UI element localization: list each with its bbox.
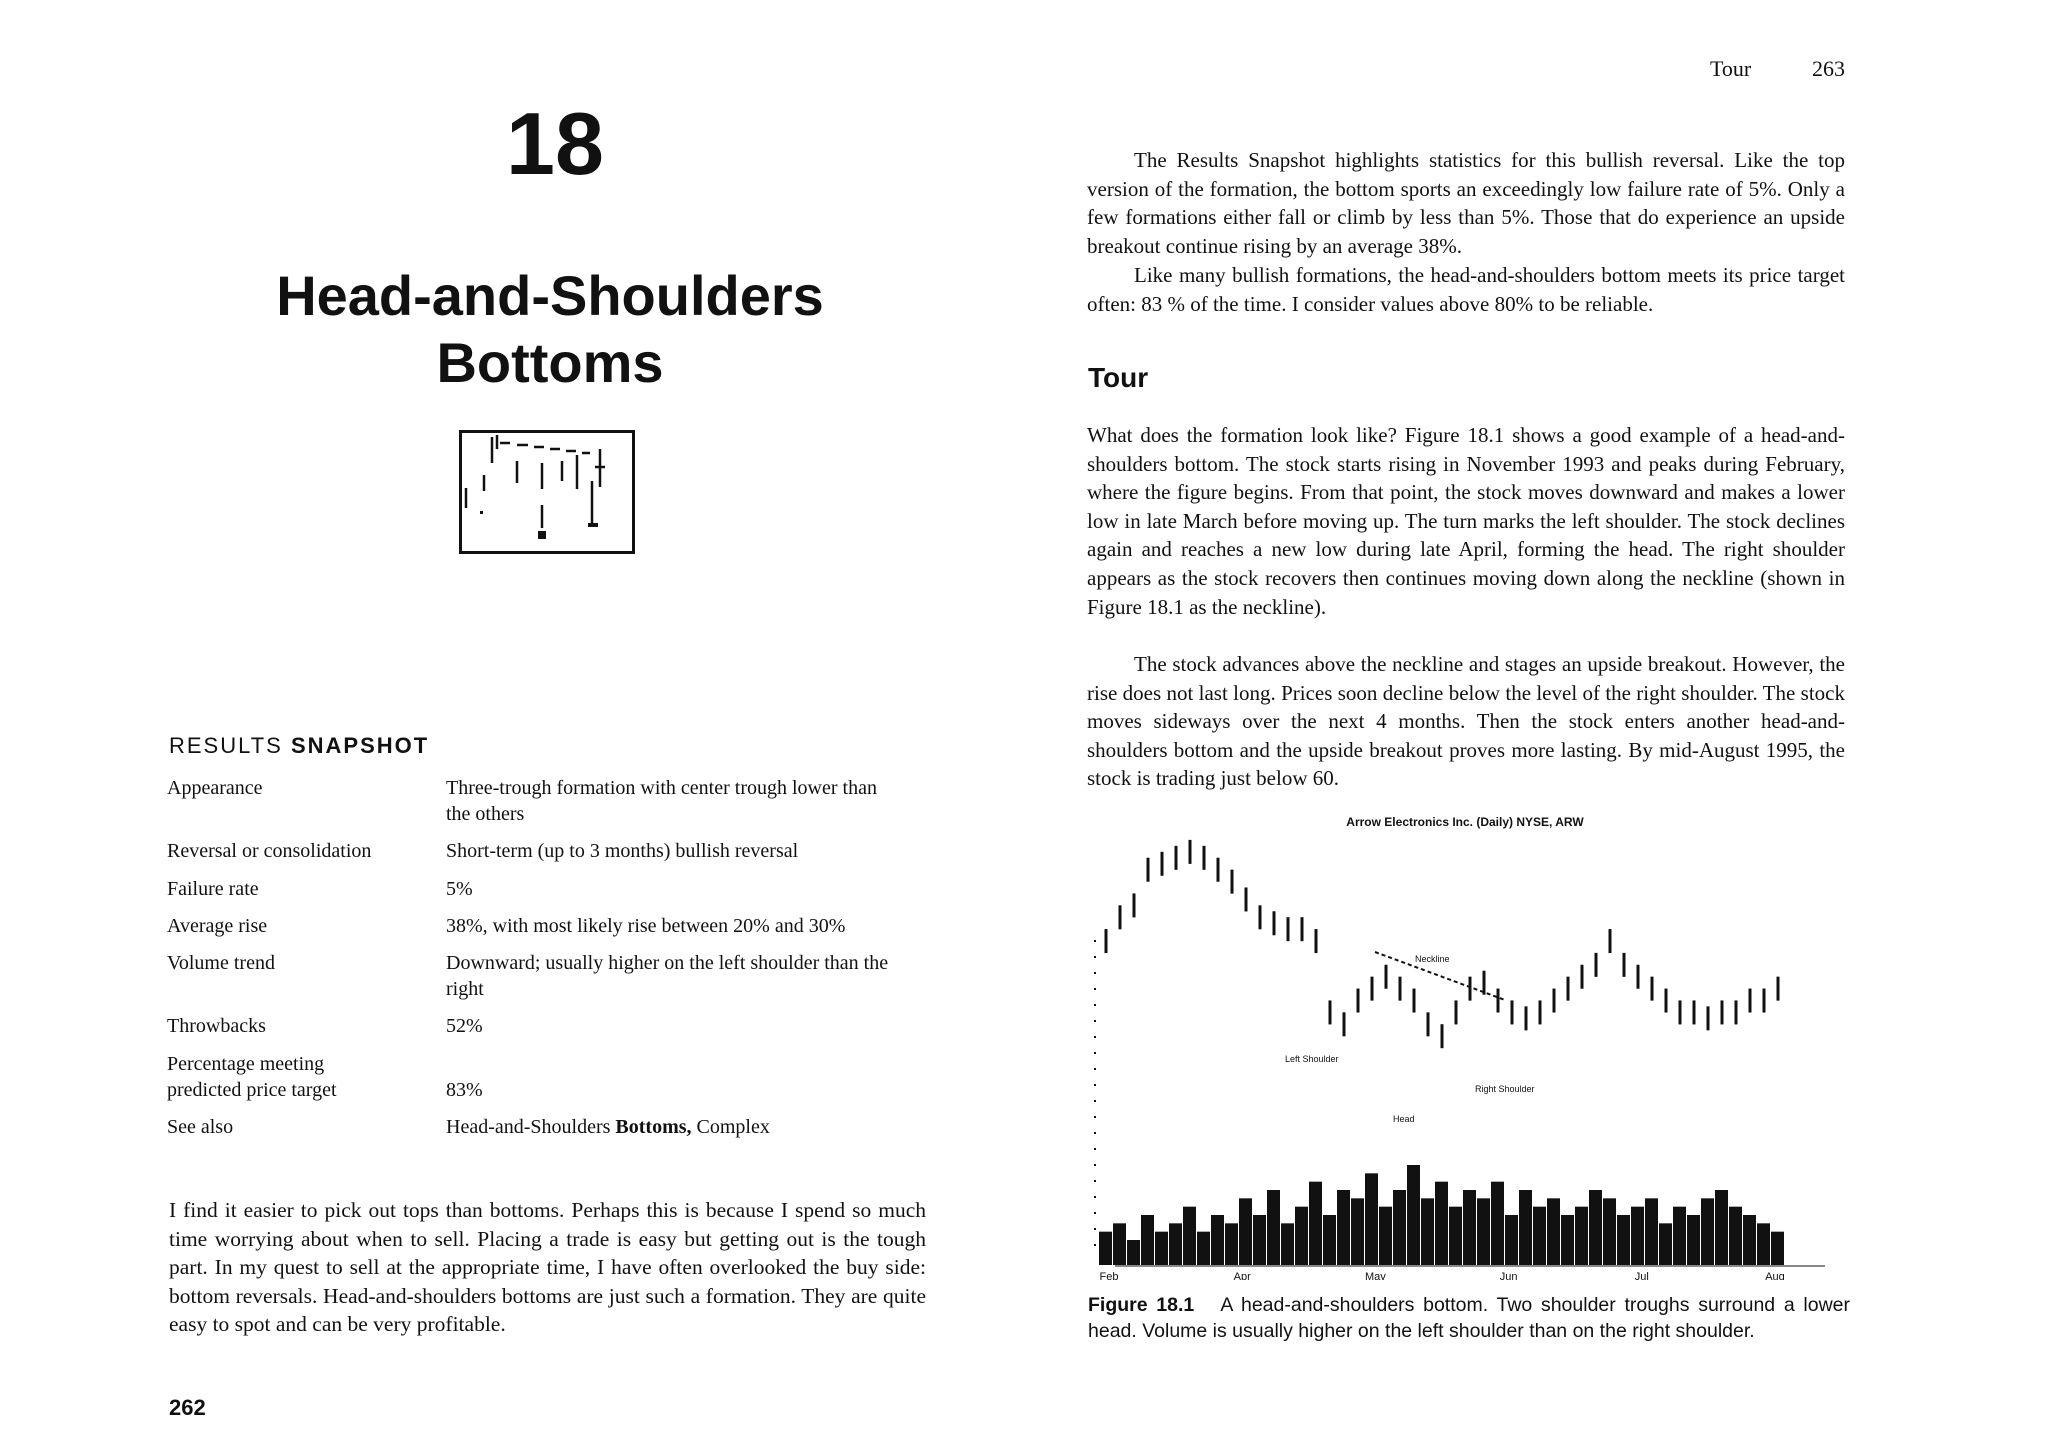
volume-bar: [1099, 1232, 1112, 1265]
intro-paragraph: I find it easier to pick out tops than bottoms. Perhaps this is because I spend so much time worrying about when to sell. Placing a trade is easy but getting out is the tough part. In my quest to sell at the appropriate time, I have often overlooked the buy side: bottom reversals. Head-and-shoulders bottoms are just such a formation. They are quite easy to spot and can be very profitable.: [169, 1198, 926, 1337]
volume-bar: [1197, 1232, 1210, 1265]
x-tick-label: Aug: [1765, 1271, 1785, 1280]
x-tick-labels: [1100, 1271, 1785, 1280]
x-tick-label: May: [1365, 1271, 1386, 1280]
snapshot-value: [446, 1114, 906, 1140]
volume-bar: [1323, 1215, 1336, 1265]
snapshot-label: Reversal or consolidation: [167, 840, 372, 862]
volume-bar: [1477, 1198, 1490, 1265]
volume-bar: [1239, 1198, 1252, 1265]
see-also-tail: Complex: [691, 1116, 770, 1138]
x-tick-label: Feb: [1099, 1271, 1119, 1280]
snapshot-value: 38%, with most likely rise between 20% and 30%: [446, 915, 846, 937]
snapshot-value: Downward; usually higher on the left shoulder than the right: [446, 952, 889, 1000]
volume-bar: [1435, 1182, 1448, 1265]
x-tick-label: Apr: [1233, 1271, 1251, 1280]
volume-bar: [1281, 1223, 1294, 1265]
volume-bar: [1211, 1215, 1224, 1265]
volume-bar: [1267, 1190, 1280, 1265]
volume-bar: [1589, 1190, 1602, 1265]
chart-svg: [1085, 810, 1850, 1280]
volume-bar: [1659, 1223, 1672, 1265]
volume-bar: [1673, 1207, 1686, 1265]
chapter-title: Head-and-Shoulders: [276, 264, 824, 327]
volume-bar: [1533, 1207, 1546, 1265]
volume-bar: [1155, 1232, 1168, 1265]
head-label: Head: [1393, 1114, 1415, 1124]
volume-bar: [1743, 1215, 1756, 1265]
snapshot-label: Percentage meeting predicted price target: [167, 1053, 337, 1101]
page-number-left: 262: [169, 1395, 206, 1420]
snapshot-label: Average rise: [167, 915, 268, 937]
volume-bar: [1449, 1207, 1462, 1265]
snapshot-value: Three-trough formation with center trough lower than the others: [446, 777, 877, 825]
right-shoulder-label: Right Shoulder: [1475, 1084, 1535, 1094]
volume-bars: [1099, 1165, 1784, 1265]
body-paragraph: Like many bullish formations, the head-and-shoulders bottom meets its price target often: 83 % of the time. I consider values above 80% to be reliable.: [1087, 263, 1845, 316]
volume-bar: [1127, 1240, 1140, 1265]
chapter-number: 18: [506, 94, 604, 193]
volume-bar: [1113, 1223, 1126, 1265]
pattern-thumbnail: [459, 430, 635, 554]
chart-title: Arrow Electronics Inc. (Daily) NYSE, ARW: [1346, 815, 1584, 829]
see-also-text: Head-and-Shoulders: [446, 1116, 616, 1138]
volume-bar: [1141, 1215, 1154, 1265]
figure-label: Figure 18.1: [1088, 1294, 1195, 1316]
body-paragraph: The Results Snapshot highlights statistics for this bullish reversal. Like the top version of the formation, the bottom sports an exceedingly low failure rate of 5%. Only a few formations either fall or climb by less than 5%. Those that do experience an upside breakout continue rising by an average 38%.: [1087, 148, 1845, 258]
x-tick-label: Jun: [1499, 1271, 1518, 1280]
volume-bar: [1225, 1223, 1238, 1265]
left-shoulder-label: Left Shoulder: [1285, 1054, 1339, 1064]
volume-bar: [1631, 1207, 1644, 1265]
volume-bar: [1463, 1190, 1476, 1265]
volume-bar: [1771, 1232, 1784, 1265]
volume-bar: [1309, 1182, 1322, 1265]
volume-bar: [1687, 1215, 1700, 1265]
volume-bar: [1715, 1190, 1728, 1265]
volume-bar: [1337, 1190, 1350, 1265]
volume-bar: [1169, 1223, 1182, 1265]
body-paragraph: The stock advances above the neckline and stages an upside breakout. However, the rise does not last long. Prices soon decline below the level of the right shoulder. The stock moves sideways over the next 4 months. Then the stock enters another head-and-shoulders bottom and the upside breakout proves more lasting. By mid-August 1995, the stock is trading just below 60.: [1087, 652, 1845, 791]
volume-bar: [1393, 1190, 1406, 1265]
snapshot-label: Volume trend: [167, 952, 275, 974]
neckline-label: Neckline: [1415, 954, 1450, 964]
snapshot-value: Short-term (up to 3 months) bullish reversal: [446, 840, 799, 862]
volume-bar: [1365, 1173, 1378, 1265]
volume-bar: [1575, 1207, 1588, 1265]
snapshot-label: Throwbacks: [167, 1015, 266, 1037]
page-number-right: 263: [1812, 56, 1845, 81]
x-tick-label: Jul: [1634, 1271, 1649, 1280]
figure-chart: [1085, 810, 1850, 1280]
volume-bar: [1519, 1190, 1532, 1265]
running-head: Tour: [1710, 56, 1752, 81]
snapshot-label: See also: [167, 1116, 234, 1138]
figure-caption-text: A head-and-shoulders bottom. Two shoulder troughs surround a lower head. Volume is usually higher on the left shoulder than on the right shoulder.: [1088, 1294, 1850, 1342]
volume-bar: [1407, 1165, 1420, 1265]
pattern-thumbnail-icon: [462, 433, 632, 551]
snapshot-heading-light: RESULTS: [169, 733, 283, 758]
volume-bar: [1617, 1215, 1630, 1265]
snapshot-value: 5%: [446, 878, 473, 900]
volume-bar: [1561, 1215, 1574, 1265]
volume-bar: [1491, 1182, 1504, 1265]
figure-caption: [1088, 1292, 1850, 1344]
volume-bar: [1729, 1207, 1742, 1265]
snapshot-heading-bold: SNAPSHOT: [290, 733, 430, 758]
snapshot-label: Appearance: [167, 777, 263, 799]
chapter-title-line2: Bottoms: [436, 331, 664, 394]
snapshot-label: Failure rate: [167, 878, 259, 900]
volume-bar: [1701, 1198, 1714, 1265]
see-also-bold: Bottoms,: [615, 1116, 692, 1138]
volume-bar: [1645, 1198, 1658, 1265]
volume-bar: [1379, 1207, 1392, 1265]
body-paragraph: What does the formation look like? Figure 18.1 shows a good example of a head-and-shoulders bottom. The stock starts rising in November 1993 and peaks during February, where the figure begins. From that point, the stock moves downward and makes a lower low in late March before moving up. The turn marks the left shoulder. The stock declines again and reaches a new low during late April, forming the head. The right shoulder appears as the stock recovers then continues moving down along the neckline (shown in Figure 18.1 as the neckline).: [1087, 423, 1845, 619]
price-bars: [1106, 840, 1778, 1048]
volume-bar: [1295, 1207, 1308, 1265]
snapshot-value: 83%: [446, 1079, 483, 1101]
snapshot-value: 52%: [446, 1015, 483, 1037]
volume-bar: [1757, 1223, 1770, 1265]
volume-bar: [1421, 1198, 1434, 1265]
volume-bar: [1351, 1198, 1364, 1265]
volume-bar: [1183, 1207, 1196, 1265]
volume-bar: [1547, 1198, 1560, 1265]
volume-bar: [1253, 1215, 1266, 1265]
snapshot-heading: [169, 733, 429, 759]
section-heading: Tour: [1088, 362, 1149, 393]
volume-bar: [1505, 1215, 1518, 1265]
volume-bar: [1603, 1198, 1616, 1265]
